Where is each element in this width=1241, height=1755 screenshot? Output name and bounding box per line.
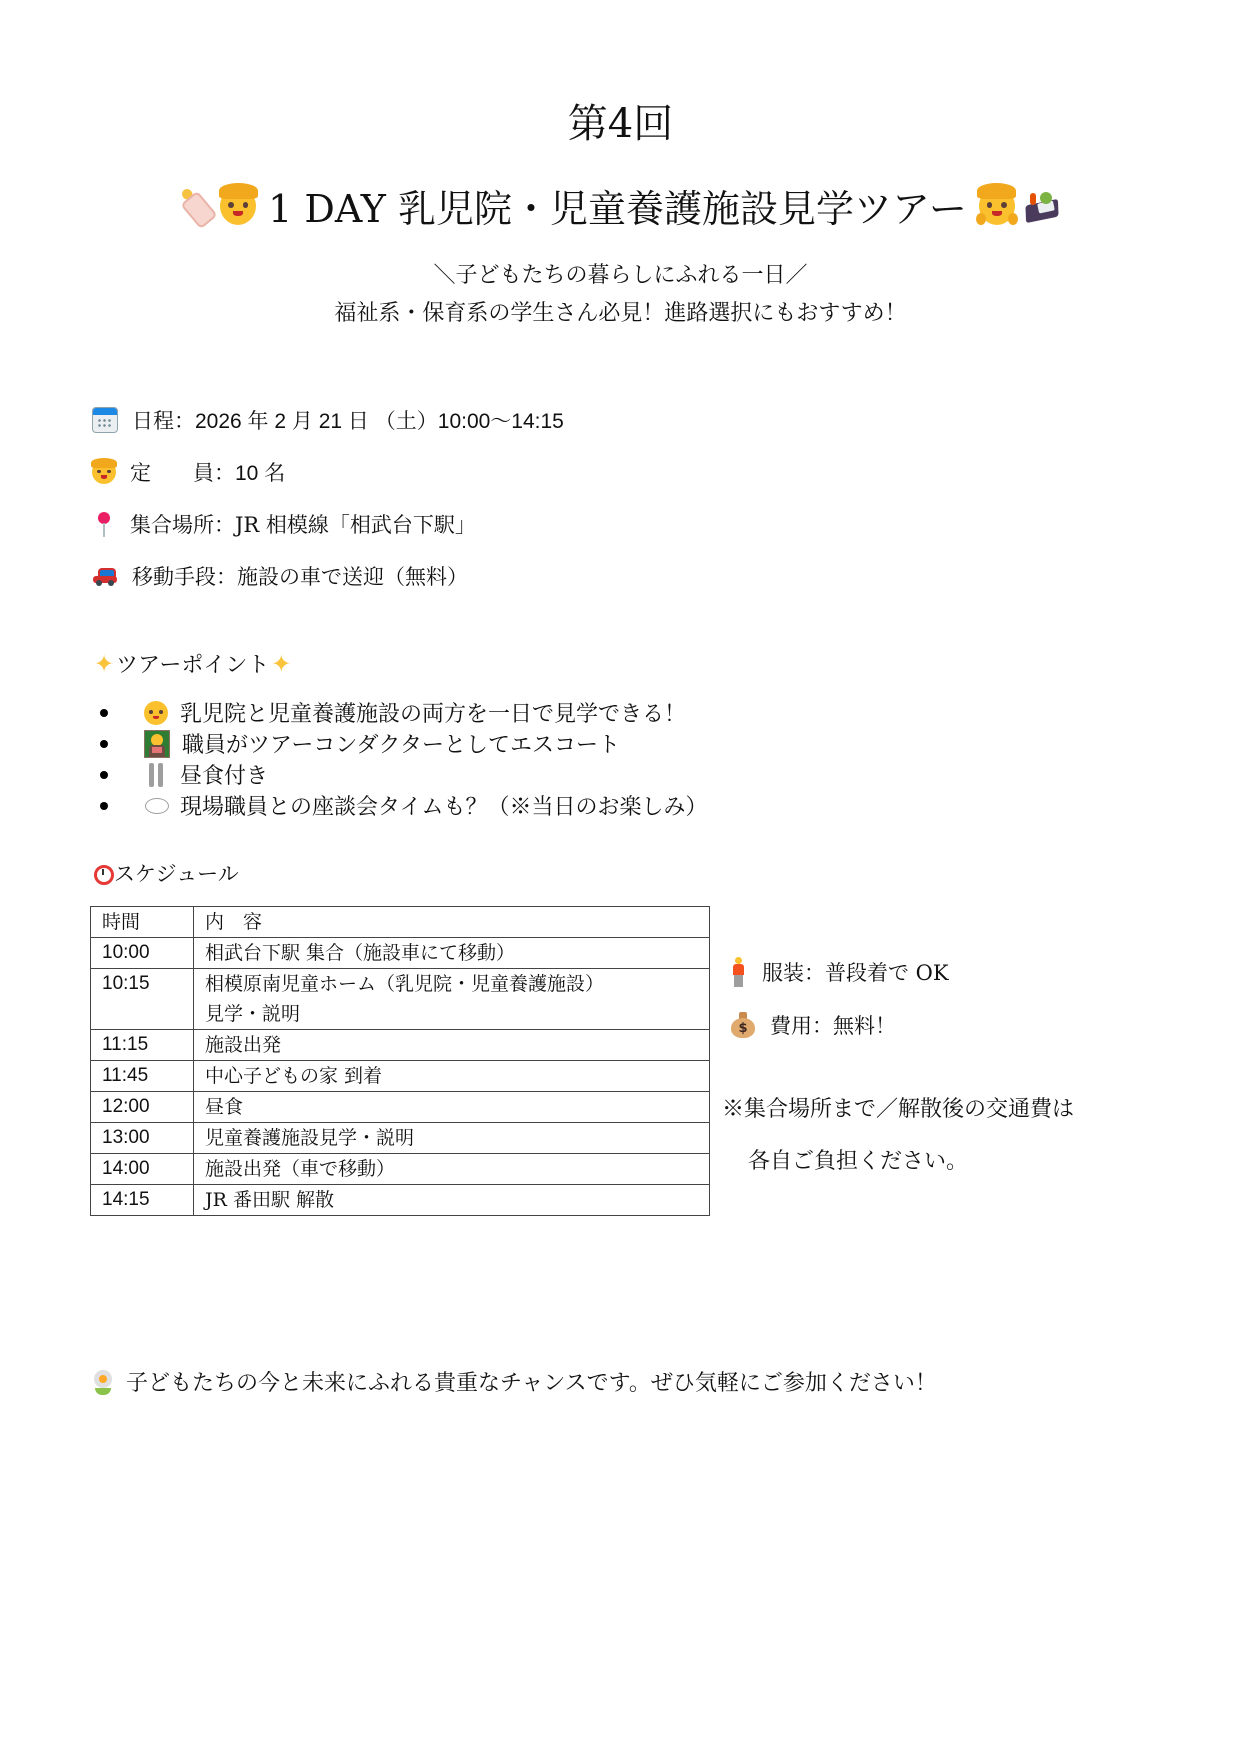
info-transport: 移動手段 ： 施設の車で送迎（無料）	[92, 561, 468, 591]
table-row: 14:00 施設出発（車で移動）	[91, 1154, 710, 1185]
schedule-heading: スケジュール	[92, 858, 239, 888]
round-number: 第4回	[567, 101, 674, 147]
girl-icon	[92, 460, 116, 484]
sparkles-icon: ✦	[271, 649, 292, 678]
column-header-content: 内 容	[194, 907, 710, 938]
calendar-icon	[92, 407, 118, 433]
table-header-row	[91, 907, 710, 938]
tour-points-list	[92, 697, 708, 821]
girl-icon	[979, 187, 1015, 225]
bullet	[100, 740, 108, 748]
table-row: 11:45 中心子どもの家 到着	[91, 1061, 710, 1092]
info-label: 日程	[132, 409, 174, 433]
table-row: 10:15 相模原南児童ホーム（乳児院・児童養護施設） 見学・説明	[91, 969, 710, 1030]
round-pushpin-icon	[92, 510, 116, 538]
person-standing-icon	[730, 957, 748, 987]
table-row: 11:15 施設出発	[91, 1030, 710, 1061]
table-row: 14:15 JR 番田駅 解散	[91, 1185, 710, 1216]
table-row: 10:00 相武台下駅 集合（施設車にて移動）	[91, 938, 710, 969]
page-title	[0, 178, 1241, 233]
transport-cost-note-line2: 各自ご負担ください。	[748, 1149, 969, 1174]
tour-points-heading: ✦ ツアーポイント ✦	[93, 649, 292, 678]
title-text: 1 DAY 乳児院・児童養護施設見学ツアー	[268, 187, 967, 231]
baby-icon	[144, 701, 168, 725]
info-value: 10 名	[235, 462, 286, 485]
teacher-icon	[144, 730, 170, 758]
sparkles-icon: ✦	[93, 649, 115, 678]
info-meeting-place: 集合場所 ： JR 相模線「相武台下駅」	[92, 509, 476, 539]
money-bag-icon: $	[730, 1012, 756, 1038]
alarm-clock-icon	[92, 862, 114, 884]
info-label: 移動手段	[132, 565, 216, 589]
schedule-table	[90, 906, 710, 1216]
transport-cost-note: ※集合場所まで／解散後の交通費は	[722, 1097, 1075, 1122]
list-item: 現場職員との座談会タイムも？（※当日のお楽しみ）	[92, 790, 708, 821]
boy-icon	[220, 187, 256, 225]
bento-box-icon	[1023, 188, 1063, 224]
list-item: 乳児院と児童養護施設の両方を一日で見学できる！	[92, 697, 708, 728]
bullet	[100, 771, 108, 779]
table-row: 13:00 児童養護施設見学・説明	[91, 1123, 710, 1154]
info-value: 施設の車で送迎（無料）	[237, 565, 468, 589]
bullet	[100, 802, 108, 810]
column-header-time: 時間	[91, 907, 194, 938]
dress-code: 服装 ： 普段着で OK	[730, 957, 949, 987]
info-label: 集合場所	[130, 513, 214, 537]
info-value: 2026 年 2 月 21 日 （土）10:00〜14:15	[195, 410, 564, 433]
flower-icon	[92, 1368, 114, 1396]
closing-message: 子どもたちの今と未来にふれる貴重なチャンスです。ぜひ気軽にご参加ください！	[92, 1366, 937, 1397]
car-icon	[92, 566, 118, 586]
info-capacity: 定 員 ： 10 名	[92, 457, 285, 487]
list-item: 職員がツアーコンダクターとしてエスコート	[92, 728, 708, 759]
cost: $ 費用 ： 無料！	[730, 1010, 896, 1040]
info-date: 日程 ： 2026 年 2 月 21 日 （土）10:00〜14:15	[92, 405, 564, 435]
list-item: 昼食付き	[92, 759, 708, 790]
fork-knife-icon	[144, 762, 168, 788]
info-label: 定 員	[130, 461, 214, 485]
info-value: JR 相模線「相武台下駅」	[235, 513, 476, 537]
bullet	[100, 709, 108, 717]
subtitle-tagline: ＼子どもたちの暮らしにふれる一日／	[433, 263, 808, 288]
table-row: 12:00 昼食	[91, 1092, 710, 1123]
baby-bottle-icon	[178, 188, 214, 224]
subtitle-target: 福祉系・保育系の学生さん必見！進路選択にもおすすめ！	[334, 301, 907, 326]
speech-bubble-icon	[144, 795, 168, 817]
